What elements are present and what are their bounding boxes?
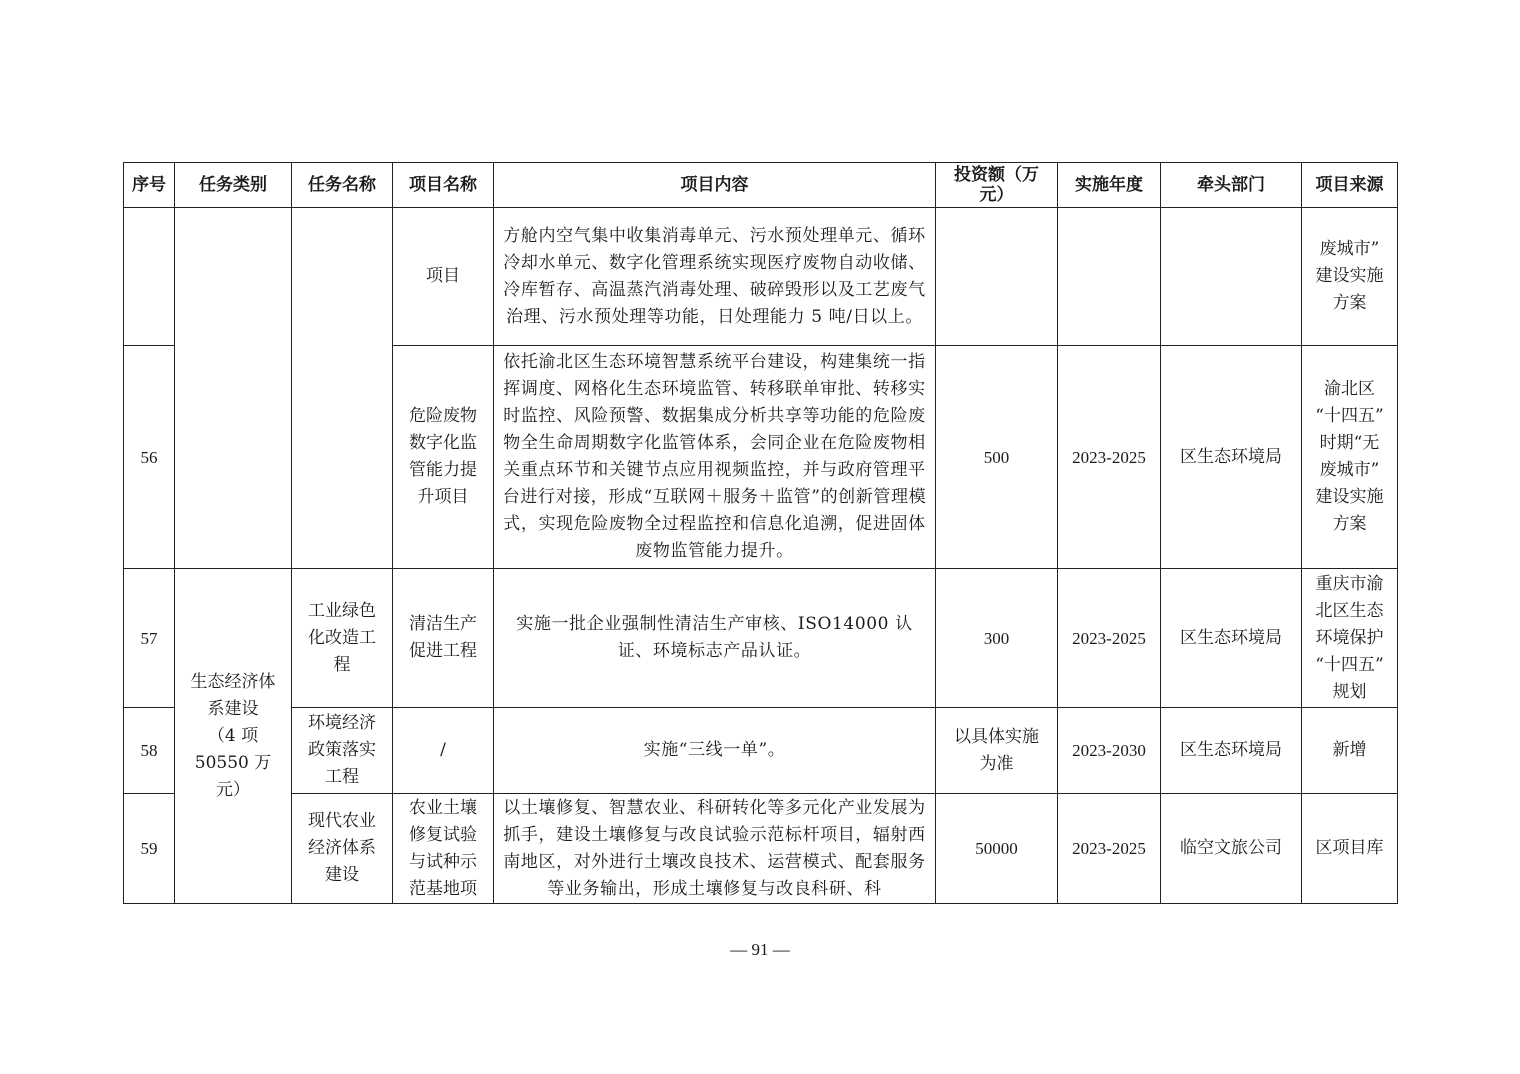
cell-dept: 区生态环境局 (1161, 569, 1302, 708)
cell-year: 2023-2030 (1058, 708, 1161, 794)
cell-dept (1161, 208, 1302, 346)
cell-source: 区项目库 (1302, 794, 1398, 904)
cell-seq: 59 (124, 794, 175, 904)
cell-seq (124, 208, 175, 346)
cell-task-name: 现代农业 经济体系 建设 (292, 794, 393, 904)
cell-project-name: 农业土壤 修复试验 与试种示 范基地项 (393, 794, 494, 904)
cell-seq: 58 (124, 708, 175, 794)
cell-source: 新增 (1302, 708, 1398, 794)
cell-dept: 区生态环境局 (1161, 346, 1302, 569)
table-row (124, 208, 1398, 346)
header-project-content: 项目内容 (494, 163, 936, 208)
cell-project-content: 方舱内空气集中收集消毒单元、污水预处理单元、循环冷却水单元、数字化管理系统实现医疗废物自动收储、冷库暂存、高温蒸汽消毒处理、破碎毁形以及工艺废气治理、污水预处理等功能，日处理能力 5 吨/日以上。 (494, 208, 936, 346)
cell-investment: 500 (936, 346, 1058, 569)
cell-source: 重庆市渝 北区生态 环境保护 “十四五” 规划 (1302, 569, 1398, 708)
header-seq: 序号 (124, 163, 175, 208)
cell-seq: 56 (124, 346, 175, 569)
table-header-row (124, 163, 1398, 208)
cell-task-name: 环境经济 政策落实 工程 (292, 708, 393, 794)
cell-source: 废城市” 建设实施 方案 (1302, 208, 1398, 346)
cell-project-name: 项目 (393, 208, 494, 346)
cell-investment (936, 208, 1058, 346)
cell-investment: 以具体实施 为准 (936, 708, 1058, 794)
cell-source: 渝北区 “十四五” 时期“无 废城市” 建设实施 方案 (1302, 346, 1398, 569)
header-project-name: 项目名称 (393, 163, 494, 208)
cell-project-content: 实施一批企业强制性清洁生产审核、ISO14000 认证、环境标志产品认证。 (494, 569, 936, 708)
cell-project-content: 依托渝北区生态环境智慧系统平台建设，构建集统一指挥调度、网格化生态环境监管、转移联单审批、转移实时监控、风险预警、数据集成分析共享等功能的危险废物全生命周期数字化监管体系，会同企业在危险废物相关重点环节和关键节点应用视频监控，并与政府管理平台进行对接，形成“互联网＋服务＋监管”的创新管理模式，实现危险废物全过程监控和信息化追溯，促进固体废物监管能力提升。 (494, 346, 936, 569)
cell-task-name: 工业绿色 化改造工 程 (292, 569, 393, 708)
project-table (123, 162, 1398, 904)
cell-year: 2023-2025 (1058, 569, 1161, 708)
header-year: 实施年度 (1058, 163, 1161, 208)
cell-task-category-empty (175, 208, 292, 569)
cell-seq: 57 (124, 569, 175, 708)
cell-investment: 50000 (936, 794, 1058, 904)
cell-year: 2023-2025 (1058, 794, 1161, 904)
header-task-category: 任务类别 (175, 163, 292, 208)
cell-project-content: 实施“三线一单”。 (494, 708, 936, 794)
cell-dept: 区生态环境局 (1161, 708, 1302, 794)
cell-project-name: 危险废物 数字化监 管能力提 升项目 (393, 346, 494, 569)
header-dept: 牵头部门 (1161, 163, 1302, 208)
cell-investment: 300 (936, 569, 1058, 708)
header-task-name: 任务名称 (292, 163, 393, 208)
header-source: 项目来源 (1302, 163, 1398, 208)
cell-dept: 临空文旅公司 (1161, 794, 1302, 904)
header-investment: 投资额（万元） (936, 163, 1058, 208)
cell-project-name: / (393, 708, 494, 794)
cell-task-name-empty (292, 208, 393, 569)
cell-project-content: 以土壤修复、智慧农业、科研转化等多元化产业发展为抓手，建设土壤修复与改良试验示范标杆项目，辐射西南地区，对外进行土壤改良技术、运营模式、配套服务等业务输出，形成土壤修复与改良科研、科 (494, 794, 936, 904)
cell-year: 2023-2025 (1058, 346, 1161, 569)
cell-task-category: 生态经济体 系建设 （4 项 50550 万 元） (175, 569, 292, 904)
table-row (124, 569, 1398, 708)
page-number: — 91 — (730, 940, 790, 959)
table-row (124, 708, 1398, 794)
table-row (124, 794, 1398, 904)
cell-project-name: 清洁生产 促进工程 (393, 569, 494, 708)
cell-year (1058, 208, 1161, 346)
